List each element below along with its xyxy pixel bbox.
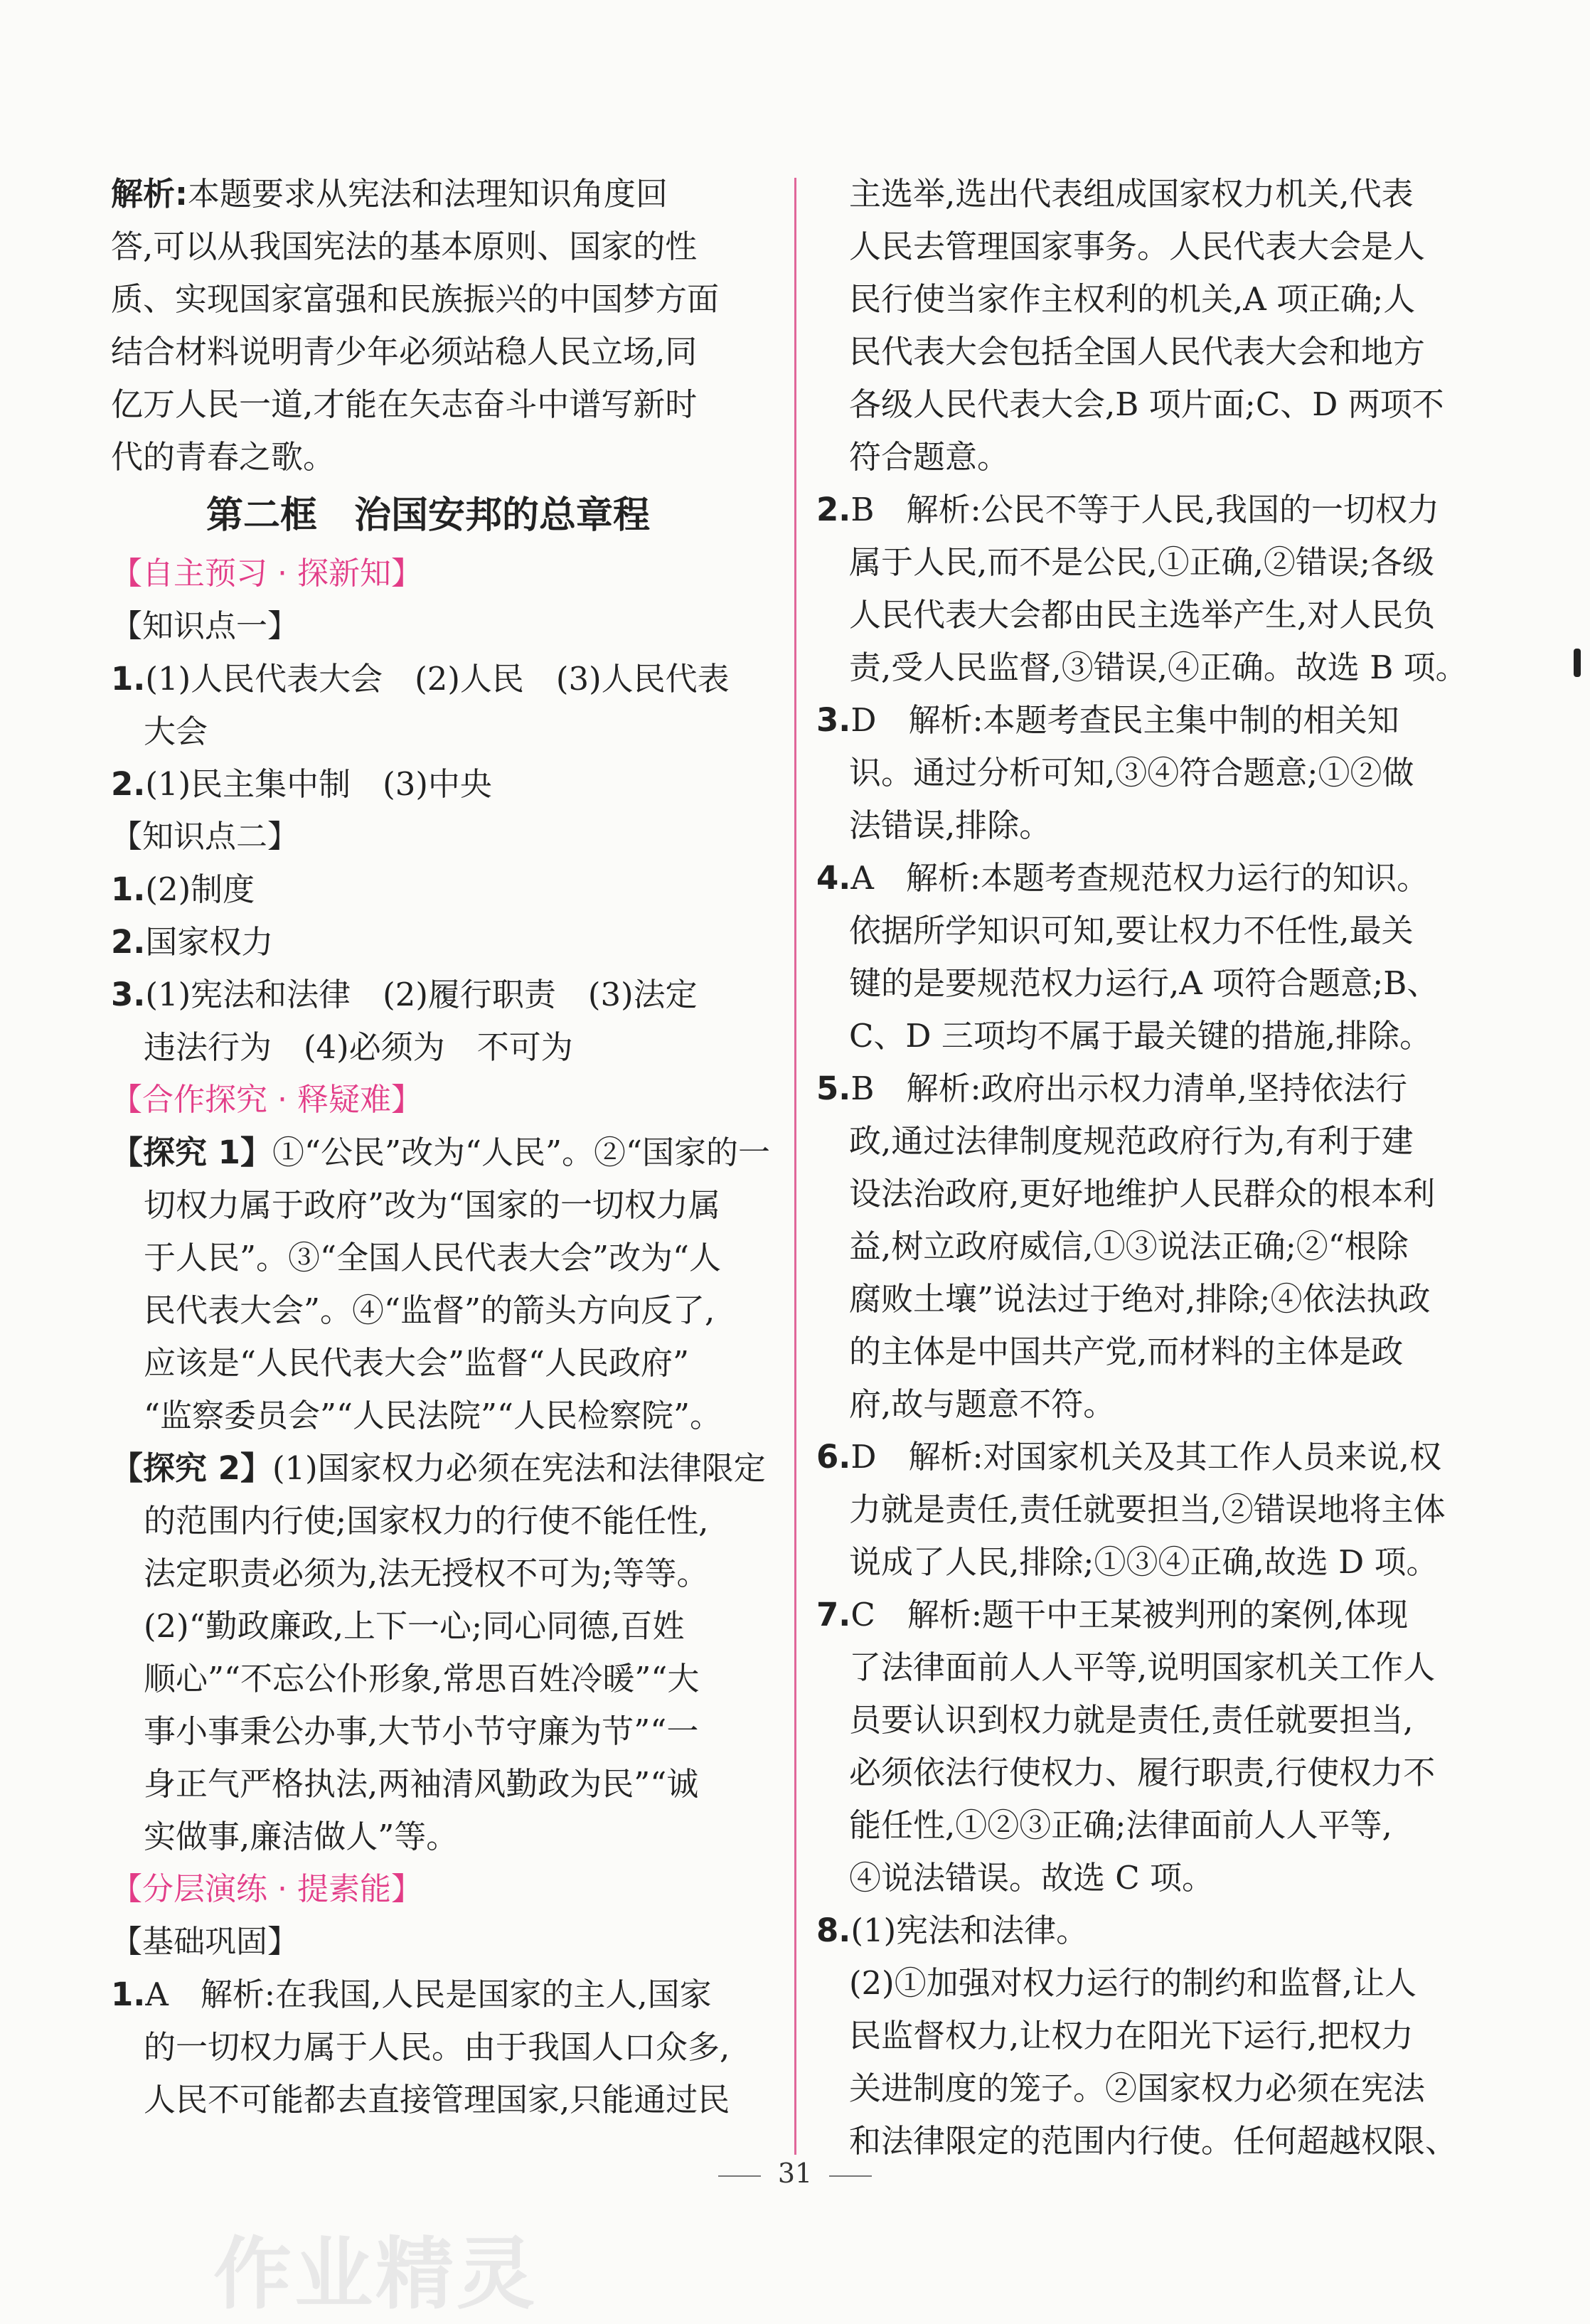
line-text: 第二框 治国安邦的总章程 [206,494,650,537]
text-line [816,589,1485,641]
item-number: 1. [111,1976,146,2013]
line-text: C 解析:题干中王某被判刑的案例,体现 [850,1596,1409,1633]
text-line [816,1852,1485,1904]
line-text: 大会 [144,713,208,750]
text-line [816,747,1485,799]
item-number: 【探究 1】 [111,1134,272,1171]
text-line [816,799,1485,852]
right-column [816,168,1485,2168]
text-line [111,1495,774,1547]
text-line [111,273,774,326]
text-line [111,326,774,378]
text-line [111,1284,774,1337]
line-text: 的主体是中国共产党,而材料的主体是政 [849,1333,1404,1370]
line-text: (2)“勤政廉政,上下一心;同心同德,百姓 [144,1607,685,1645]
item-number: 2. [111,923,146,961]
line-text: 和法律限定的范围内行使。任何超越权限、 [849,2122,1458,2160]
text-line [816,536,1485,589]
text-line [111,1390,774,1442]
line-text: (1)人民代表大会 (2)人民 (3)人民代表 [145,660,730,698]
text-line [111,969,774,1021]
text-line [111,431,774,484]
item-number: 5. [816,1070,851,1107]
text-line [111,1653,774,1705]
text-line [816,326,1485,378]
text-line [816,2062,1485,2115]
text-line [816,1062,1485,1115]
line-text: B 解析:公民不等于人民,我国的一切权力 [850,491,1439,528]
line-text: 设法治政府,更好地维护人民群众的根本利 [849,1175,1436,1212]
text-line [111,863,774,916]
left-column [111,168,774,2126]
line-text: 各级人民代表大会,B 项片面;C、D 两项不 [849,385,1444,423]
text-line [111,2021,774,2074]
line-text: 本题要求从宪法和法理知识角度回 [188,175,668,213]
line-text: 于人民”。③“全国人民代表大会”改为“人 [144,1239,722,1276]
item-number: 7. [816,1596,851,1633]
text-line [111,378,774,431]
section-heading [111,484,774,548]
text-line [816,694,1485,747]
text-line [816,1431,1485,1483]
text-line [816,1273,1485,1326]
item-number: 3. [816,701,851,739]
item-number: 2. [816,491,851,528]
text-line [111,916,774,969]
line-text: 亿万人民一道,才能在矢志奋斗中谱写新时 [111,385,698,423]
line-text: 依据所学知识可知,要让权力不任性,最关 [849,912,1414,949]
line-text: 关进制度的笼子。②国家权力必须在宪法 [849,2069,1426,2107]
text-line [816,1378,1485,1431]
text-line [816,1641,1485,1694]
text-line [111,1758,774,1811]
text-line [816,957,1485,1010]
item-number: 8. [816,1912,851,1949]
line-text: 国家权力 [145,923,274,961]
line-text: A 解析:本题考查规范权力运行的知识。 [850,859,1429,897]
line-text: 的一切权力属于人民。由于我国人口众多, [144,2028,730,2066]
section-banner [111,1074,774,1126]
page-number-text: 31 [777,2158,813,2189]
column-divider [794,178,796,2155]
subsection-label [111,1916,774,1968]
line-text: 法错误,排除。 [849,806,1052,844]
line-text: ④说法错误。故选 C 项。 [849,1859,1215,1897]
text-line [816,1220,1485,1273]
text-line [111,168,774,220]
line-text: 责,受人民监督,③错误,④正确。故选 B 项。 [849,649,1468,686]
line-text: 政,通过法律制度规范政府行为,有利于建 [849,1122,1414,1160]
text-line [111,1968,774,2021]
line-text: 民代表大会”。④“监督”的箭头方向反了, [144,1291,715,1329]
line-text: 的范围内行使;国家权力的行使不能任性, [144,1502,709,1540]
text-line [111,1021,774,1074]
item-number: 解析: [111,175,188,213]
text-line [111,2074,774,2126]
text-line [816,1483,1485,1536]
line-text: 识。通过分析可知,③④符合题意;①②做 [849,754,1414,791]
text-line [816,1326,1485,1378]
item-number: 1. [111,660,146,698]
line-text: C、D 三项均不属于最关键的措施,排除。 [849,1017,1432,1055]
text-line [816,1694,1485,1747]
line-text: 人民代表大会都由民主选举产生,对人民负 [849,596,1436,634]
page-number [0,2158,1590,2189]
line-text: A 解析:在我国,人民是国家的主人,国家 [145,1976,712,2013]
line-text: 【合作探究 · 释疑难】 [111,1082,422,1118]
item-number: 6. [816,1438,851,1476]
text-line [816,905,1485,957]
line-text: 切权力属于政府”改为“国家的一切权力属 [144,1186,721,1224]
line-text: 必须依法行使权力、履行职责,行使权力不 [849,1754,1436,1791]
text-line [111,1705,774,1758]
text-line [111,705,774,758]
item-number: 【探究 2】 [111,1449,272,1487]
text-line [111,1179,774,1232]
text-line [816,1115,1485,1168]
text-line [816,220,1485,273]
text-line [111,220,774,273]
line-text: 结合材料说明青少年必须站稳人民立场,同 [111,333,698,371]
text-line [816,273,1485,326]
line-text: 【知识点一】 [111,608,299,644]
text-line [816,1904,1485,1957]
text-line [111,1442,774,1495]
subsection-label [111,811,774,863]
line-text: 腐败土壤”说法过于绝对,排除;④依法执政 [849,1280,1431,1318]
line-text: “监察委员会”“人民法院”“人民检察院”。 [144,1397,722,1434]
line-text: 答,可以从我国宪法的基本原则、国家的性 [111,228,698,265]
text-line [816,1168,1485,1220]
text-line [816,1010,1485,1062]
text-line [816,431,1485,484]
line-text: 实做事,廉洁做人”等。 [144,1818,459,1855]
text-line [111,1547,774,1600]
ink-mark [1574,649,1581,677]
line-text: D 解析:对国家机关及其工作人员来说,权 [850,1438,1441,1476]
text-line [816,484,1485,536]
line-text: 民行使当家作主权利的机关,A 项正确;人 [849,280,1416,318]
line-text: 益,树立政府威信,①③说法正确;②“根除 [849,1227,1409,1265]
text-line [816,378,1485,431]
text-line [816,1536,1485,1589]
line-text: 府,故与题意不符。 [849,1385,1116,1423]
watermark: 作业精灵 [213,2229,538,2320]
line-text: 说成了人民,排除;①③④正确,故选 D 项。 [849,1543,1439,1581]
line-text: 顺心”“不忘公仆形象,常思百姓冷暖”“大 [144,1660,700,1697]
line-text: B 解析:政府出示权力清单,坚持依法行 [850,1070,1407,1107]
text-line [816,1957,1485,2010]
text-line [111,1811,774,1863]
line-text: 属于人民,而不是公民,①正确,②错误;各级 [849,543,1435,581]
line-text: 了法律面前人人平等,说明国家机关工作人 [849,1648,1436,1686]
item-number: 2. [111,765,146,803]
line-text: 【分层演练 · 提素能】 [111,1871,422,1907]
line-text: 人民去管理国家事务。人民代表大会是人 [849,228,1426,265]
line-text: 能任性,①②③正确;法律面前人人平等, [849,1806,1392,1844]
text-line [816,1747,1485,1799]
section-banner [111,1863,774,1916]
text-line [816,168,1485,220]
line-text: 人民不可能都去直接管理国家,只能通过民 [144,2081,730,2118]
text-line [111,653,774,705]
text-line [816,852,1485,905]
line-text: 民代表大会包括全国人民代表大会和地方 [849,333,1426,371]
text-line [816,1589,1485,1641]
line-text: 代的青春之歌。 [111,438,336,476]
line-text: 员要认识到权力就是责任,责任就要担当, [849,1701,1414,1739]
subsection-label [111,600,774,653]
line-text: ①“公民”改为“人民”。②“国家的一 [272,1134,771,1171]
item-number: 1. [111,870,146,908]
line-text: (1)国家权力必须在宪法和法律限定 [272,1449,766,1487]
item-number: 3. [111,976,146,1013]
text-line [111,1126,774,1179]
line-text: (1)宪法和法律。 [850,1912,1089,1949]
line-text: 符合题意。 [849,438,1010,476]
line-text: 事小事秉公办事,大节小节守廉为节”“一 [144,1712,699,1750]
text-line [816,641,1485,694]
line-text: 应该是“人民代表大会”监督“人民政府” [144,1344,690,1382]
line-text: 键的是要规范权力运行,A 项符合题意;B、 [849,964,1439,1002]
line-text: 主选举,选出代表组成国家权力机关,代表 [849,175,1414,213]
text-line [111,1600,774,1653]
line-text: (1)民主集中制 (3)中央 [145,765,492,803]
line-text: 质、实现国家富强和民族振兴的中国梦方面 [111,280,720,318]
line-text: 法定职责必须为,法无授权不可为;等等。 [144,1555,709,1592]
item-number: 4. [816,859,851,897]
text-line [111,1232,774,1284]
line-text: (2)制度 [145,870,255,908]
text-line [111,1337,774,1390]
line-text: 力就是责任,责任就要担当,②错误地将主体 [849,1491,1446,1528]
section-banner [111,548,774,600]
line-text: D 解析:本题考查民主集中制的相关知 [850,701,1399,739]
line-text: 【自主预习 · 探新知】 [111,555,422,592]
line-text: 【基础巩固】 [111,1924,299,1960]
text-line [816,2010,1485,2062]
line-text: 身正气严格执法,两袖清风勤政为民”“诚 [144,1765,699,1803]
line-text: 民监督权力,让权力在阳光下运行,把权力 [849,2017,1414,2054]
line-text: (1)宪法和法律 (2)履行职责 (3)法定 [145,976,698,1013]
line-text: 违法行为 (4)必须为 不可为 [144,1028,573,1066]
text-line [111,758,774,811]
text-line [816,1799,1485,1852]
line-text: 【知识点二】 [111,819,299,855]
line-text: (2)①加强对权力运行的制约和监督,让人 [849,1964,1417,2002]
